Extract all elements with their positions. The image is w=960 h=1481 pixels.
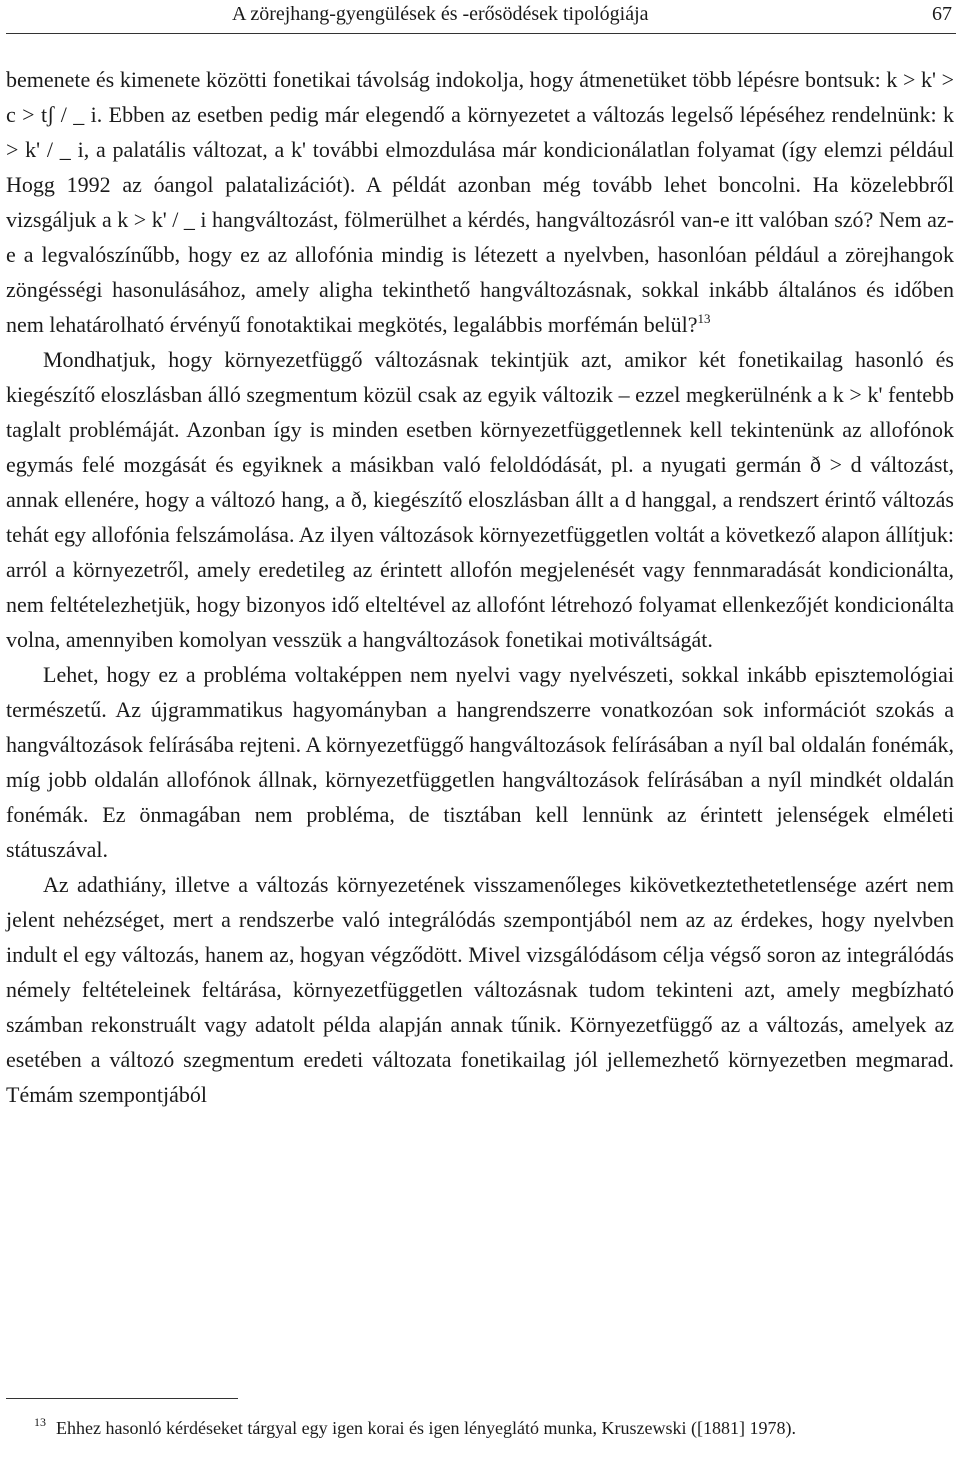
paragraph-2: Mondhatjuk, hogy környezetfüggő változásnak tekintjük azt, amikor két fonetikailag hasonló és kiegészítő eloszlásban álló szegmentum közül csak az egyik változik – ezzel megkerülnénk a k > k' fentebb taglalt problémáját. Azonban így is minden esetben környezetfüggetlennek kell tekintenünk az allofónok egymás felé mozgását és egyiknek a másikban való feloldódását, pl. a nyugati germán ð > d változást, annak ellenére, hogy a változó hang, a ð, kiegészítő eloszlásban állt a d hanggal, a rendszert érintő változás tehát egy allofónia felszámolása. Az ilyen változások környezetfüggetlen voltát a következő alapon állítjuk: arról a környezetről, amely eredetileg az érintett allofón megjelenését vagy fennmaradását kondicionálta, nem feltételezhetjük, hogy bizonyos idő elteltével az allofónt létrehozó folyamat ellenkezőjét kondicionálta volna, amennyiben komolyan vesszük a hangváltozások fonetikai motiváltságát. xyxy=(6,347,954,652)
footnote xyxy=(6,1414,954,1443)
paragraph-4: Az adathiány, illetve a változás környezetének visszamenőleges kikövetkeztethetetlensége azért nem jelent nehézséget, mert a rendszerbe való integrálódás szempontjából nem az az érdekes, hogy nyelvben indult el egy változás, hanem az, hogyan végződött. Mivel vizsgálódásom célja végső soron az integrálódás némely feltételeinek feltárása, környezetfüggetlen változásnak tudom tekinteni azt, amely megbízható számban rekonstruált vagy adatolt példa alapján annak tűnik. Környezetfüggő az a változás, amelyek az esetében a változó szegmentum eredeti változata fonetikailag jól jellemezhető környezetben megmarad. Témám szempontjából xyxy=(6,872,954,1107)
body-text xyxy=(6,62,954,1112)
paragraph-1 xyxy=(6,62,954,342)
footnote-reference[interactable]: 13 xyxy=(697,311,711,326)
header-rule xyxy=(6,33,956,34)
paragraph-1-text: bemenete és kimenete közötti fonetikai távolság indokolja, hogy átmenetüket több lépésre bontsuk: k > k' > c > tʃ / _ i. Ebben az esetben pedig már elegendő a környezetet a változás legelső lépéséhez rendelnünk: k > k' / _ i, a palatális változat, a k' további elmozdulása már kondicionálatlan folyamat (így elemzi például Hogg 1992 az óangol palatalizációt). A példát azonban még tovább lehet boncolni. Ha közelebbről vizsgáljuk a k > k' / _ i hangváltozást, fölmerülhet a kérdés, hangváltozásról van-e itt valóban szó? Nem az-e a legvalószínűbb, hogy ez az allofónia mindig is létezett a nyelvben, hasonlóan például a zörejhangok zöngésségi hasonulásához, amely aligha tekinthető hangváltozásnak, sokkal inkább általános és időben nem lehatárolható érvényű fonotaktikai megkötés, legalábbis morfémán belül? xyxy=(6,67,954,337)
footnote-rule xyxy=(6,1398,238,1399)
paragraph-3: Lehet, hogy ez a probléma voltaképpen nem nyelvi vagy nyelvészeti, sokkal inkább episztemológiai természetű. Az újgrammatikus hagyományban a hangrendszerre vonatkozóan sok információt szokás a hangváltozások felírásába rejteni. A környezetfüggő hangváltozások felírásában a nyíl bal oldalán fonémák, míg jobb oldalán allofónok állnak, környezetfüggetlen hangváltozások felírásában a nyíl mindkét oldalán fonémák. Ez önmagában nem probléma, de tisztában kell lennünk az érintett jelenségek elméleti státuszával. xyxy=(6,662,954,862)
running-title: A zörejhang-gyengülések és -erősödések tipológiája xyxy=(232,3,649,25)
footnote-text: Ehhez hasonló kérdéseket tárgyal egy igen korai és igen lényeglátó munka, Kruszewski ([1881] 1978). xyxy=(56,1418,796,1438)
page-number: 67 xyxy=(932,3,952,25)
page-header xyxy=(0,0,960,36)
footnote-mark: 13 xyxy=(34,1415,46,1429)
